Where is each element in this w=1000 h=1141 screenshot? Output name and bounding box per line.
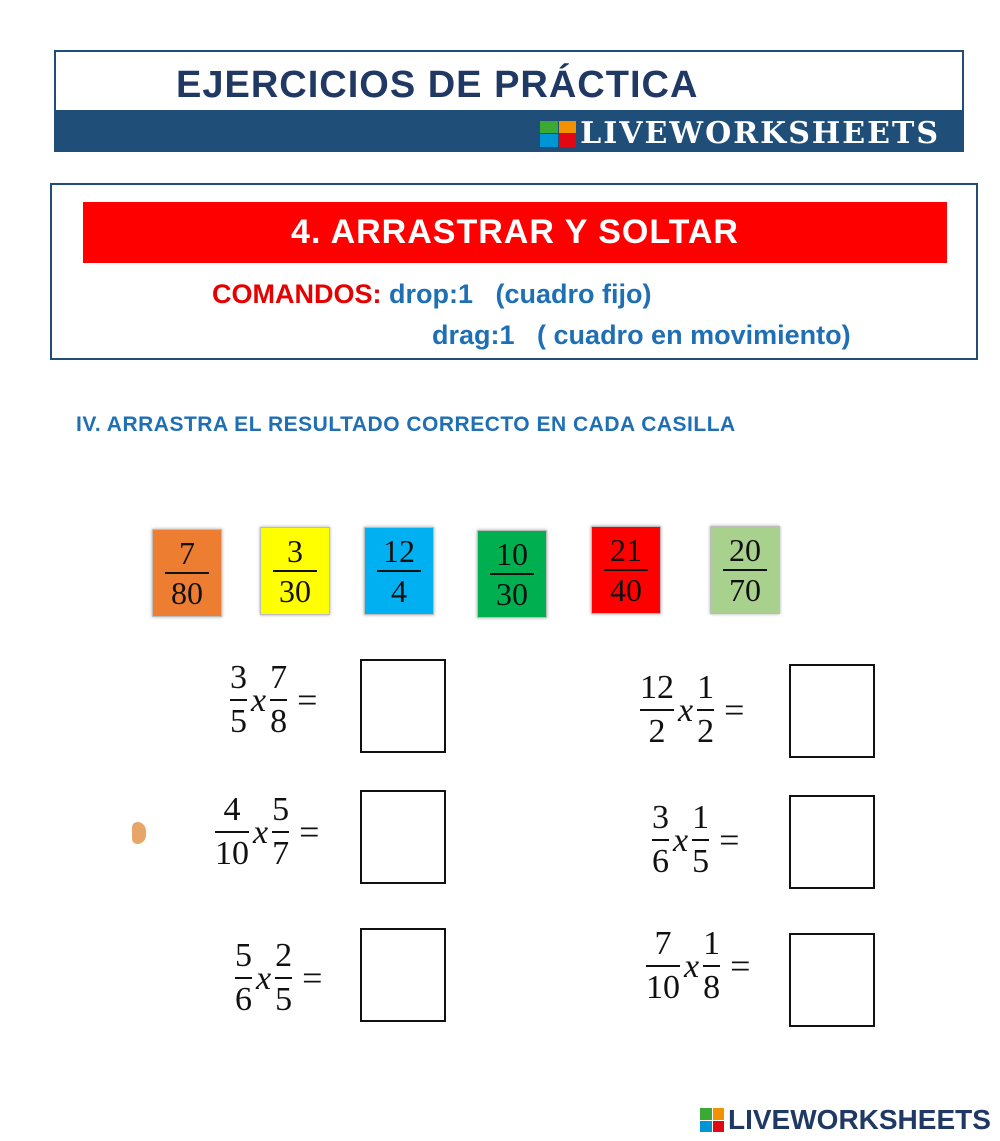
fraction-bar [490,573,534,575]
drag-tile[interactable] [260,527,330,615]
tile-numerator: 21 [610,532,642,568]
equation [646,926,760,1006]
numerator: 2 [275,937,293,974]
fraction-bar [692,839,709,841]
numerator: 1 [703,925,721,962]
denominator: 6 [652,843,669,880]
drop-box[interactable] [789,664,875,758]
fraction [640,670,674,750]
header-band [54,110,964,152]
tile-denominator: 30 [496,576,528,612]
fraction-bar [270,699,287,701]
fraction-bar [604,569,648,571]
drop-description: (cuadro fijo) [495,279,652,309]
footer-brand[interactable] [700,1104,991,1136]
equation [640,670,754,750]
liveworksheets-logo-icon [540,121,576,147]
equals-sign: = [299,812,320,852]
fraction-bar [165,572,209,574]
equation [235,938,332,1018]
tile-denominator: 70 [729,572,761,608]
fraction-bar [697,709,714,711]
page-title: EJERCICIOS DE PRÁCTICA [176,64,699,106]
fraction-bar [377,570,421,572]
fraction-bar [640,709,674,711]
drag-tile[interactable] [710,526,780,614]
decorative-blob [132,822,146,844]
denominator: 2 [648,713,666,750]
numerator: 12 [640,669,674,706]
tile-numerator: 12 [383,533,415,569]
fraction [692,800,709,880]
fraction [272,792,289,872]
fraction [230,660,247,740]
fraction-bar [215,831,249,833]
equation [215,792,329,872]
numerator: 4 [223,791,241,828]
fraction [652,800,669,880]
drop-box[interactable] [789,795,875,889]
denominator: 5 [275,981,293,1018]
fraction-bar [646,965,680,967]
exercise-instruction: IV. ARRASTRA EL RESULTADO CORRECTO EN CADA CASILLA [76,413,736,436]
drop-command: drop:1 [389,279,474,309]
tile-numerator: 20 [729,532,761,568]
denominator: 7 [272,835,290,872]
equals-sign: = [724,690,745,730]
brand-name: LIVEWORKSHEETS [580,116,940,151]
fraction-bar [275,977,292,979]
numerator: 3 [230,659,247,696]
fraction-bar [273,570,317,572]
numerator: 3 [652,799,669,836]
denominator: 2 [697,713,715,750]
fraction [697,670,714,750]
denominator: 5 [230,703,247,740]
fraction-bar [272,831,289,833]
tile-denominator: 40 [610,572,642,608]
drop-box[interactable] [360,659,446,753]
fraction [275,938,292,1018]
commands-box [50,183,978,360]
fraction [703,926,720,1006]
fraction [235,938,252,1018]
denominator: 8 [270,703,288,740]
section-banner: 4. ARRASTRAR Y SOLTAR [83,202,947,263]
tile-denominator: 80 [171,575,203,611]
drag-tile[interactable] [477,530,547,618]
drop-box[interactable] [360,790,446,884]
equation [230,660,327,740]
fraction-bar [652,839,669,841]
equals-sign: = [297,680,318,720]
denominator: 6 [235,981,252,1018]
times-sign: x [684,948,700,985]
liveworksheets-logo-icon [700,1108,724,1132]
numerator: 7 [270,659,288,696]
fraction-bar [723,569,767,571]
fraction-bar [235,977,252,979]
drop-box[interactable] [360,928,446,1022]
times-sign: x [253,814,269,851]
fraction [646,926,680,1006]
equals-sign: = [730,946,751,986]
denominator: 5 [692,843,710,880]
equals-sign: = [719,820,740,860]
numerator: 1 [697,669,715,706]
fraction-bar [703,965,720,967]
worksheet-header [54,50,964,150]
fraction [215,792,249,872]
tile-denominator: 30 [279,573,311,609]
tile-numerator: 7 [179,535,195,571]
header-brand [540,116,940,151]
denominator: 10 [215,835,249,872]
times-sign: x [678,692,694,729]
drag-tile[interactable] [364,527,434,615]
tile-numerator: 3 [287,533,303,569]
times-sign: x [256,960,272,997]
drag-description: ( cuadro en movimiento) [537,320,851,350]
drop-command-line [212,279,652,310]
drag-tile[interactable] [152,529,222,617]
equation [652,800,749,880]
drop-box[interactable] [789,933,875,1027]
fraction [270,660,287,740]
tile-numerator: 10 [496,536,528,572]
numerator: 7 [654,925,672,962]
drag-command: drag:1 [432,320,515,350]
times-sign: x [251,682,267,719]
numerator: 1 [692,799,710,836]
numerator: 5 [235,937,252,974]
tile-denominator: 4 [391,573,407,609]
numerator: 5 [272,791,290,828]
denominator: 10 [646,969,680,1006]
denominator: 8 [703,969,721,1006]
commands-label: COMANDOS: [212,279,382,309]
drag-tile[interactable] [591,526,661,614]
fraction-bar [230,699,247,701]
times-sign: x [673,822,689,859]
equals-sign: = [302,958,323,998]
brand-name: LIVEWORKSHEETS [728,1104,991,1135]
drag-command-line [432,320,851,351]
